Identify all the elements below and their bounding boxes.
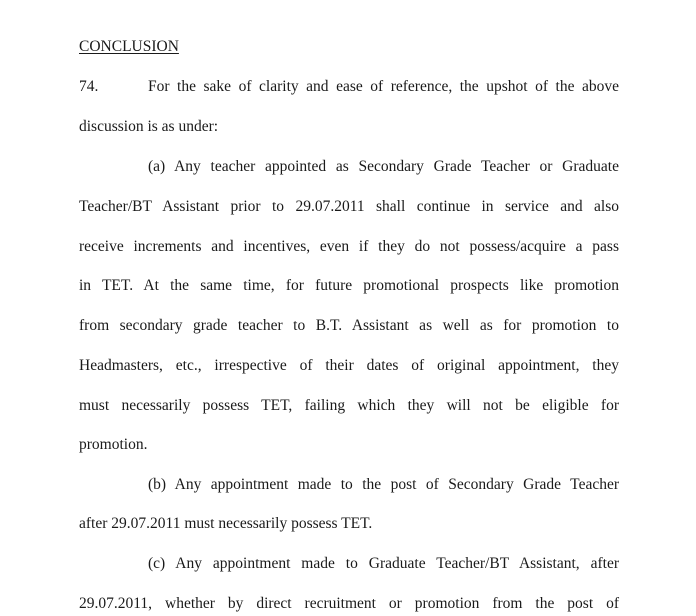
item-a-line-1: (a) Any teacher appointed as Secondary Grade Teacher or Graduate [148,158,619,175]
item-b-line-1: (b) Any appointment made to the post of Secondary Grade Teacher [148,476,619,493]
item-a-line-4: in TET. At the same time, for future promotional prospects like promotion [79,277,619,294]
item-a-line-6: Headmasters, etc., irrespective of their dates of original appointment, they [79,357,619,374]
item-b-line-2: after 29.07.2011 must necessarily possess TET. [79,515,373,532]
item-a-line-8: promotion. [79,436,148,453]
paragraph-74-line-1: For the sake of clarity and ease of reference, the upshot of the above [148,78,619,95]
paragraph-number: 74. [79,78,99,95]
item-c-line-1: (c) Any appointment made to Graduate Teacher/BT Assistant, after [148,555,619,572]
item-a-line-5: from secondary grade teacher to B.T. Assistant as well as for promotion to [79,317,619,334]
item-c-line-2: 29.07.2011, whether by direct recruitment or promotion from the post of [79,595,619,612]
paragraph-74-line-2: discussion is as under: [79,118,219,135]
section-heading: CONCLUSION [79,38,179,55]
item-a-line-2: Teacher/BT Assistant prior to 29.07.2011 shall continue in service and also [79,198,619,215]
item-a-line-3: receive increments and incentives, even if they do not possess/acquire a pass [79,238,619,255]
item-a-line-7: must necessarily possess TET, failing which they will not be eligible for [79,397,619,414]
